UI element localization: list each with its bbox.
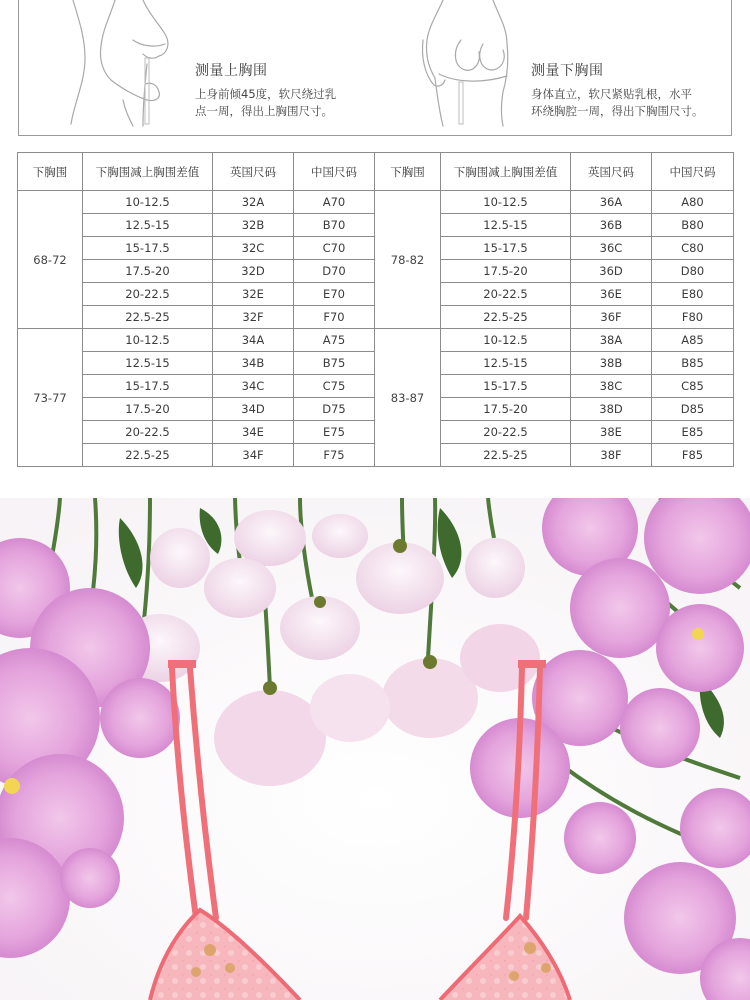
upper-bust-desc-line1: 上身前倾45度，软尺绕过乳 (195, 87, 337, 101)
under-bust-band-right: 83-87 (375, 329, 441, 467)
cn-size-cell-right: A80 (652, 191, 734, 214)
difference-cell-left: 22.5-25 (83, 306, 213, 329)
uk-size-cell-right: 38F (571, 444, 652, 467)
cn-size-cell-left: E70 (294, 283, 375, 306)
header-uk-size-right: 英国尺码 (571, 153, 652, 191)
under-bust-band-left: 73-77 (18, 329, 83, 467)
uk-size-cell-left: 34F (213, 444, 294, 467)
header-uk-size-left: 英国尺码 (213, 153, 294, 191)
uk-size-cell-right: 36C (571, 237, 652, 260)
uk-size-cell-right: 38C (571, 375, 652, 398)
cn-size-cell-left: C75 (294, 375, 375, 398)
upper-bust-figure-illustration (63, 0, 193, 130)
header-cn-size-right: 中国尺码 (652, 153, 734, 191)
uk-size-cell-right: 36B (571, 214, 652, 237)
difference-cell-left: 15-17.5 (83, 375, 213, 398)
difference-cell-left: 17.5-20 (83, 398, 213, 421)
uk-size-cell-right: 36A (571, 191, 652, 214)
header-difference-left: 下胸围减上胸围差值 (83, 153, 213, 191)
uk-size-cell-left: 32B (213, 214, 294, 237)
cn-size-cell-left: D75 (294, 398, 375, 421)
difference-cell-left: 12.5-15 (83, 214, 213, 237)
cn-size-cell-left: A70 (294, 191, 375, 214)
uk-size-cell-right: 38B (571, 352, 652, 375)
difference-cell-left: 22.5-25 (83, 444, 213, 467)
difference-cell-right: 17.5-20 (441, 260, 571, 283)
header-row (18, 153, 734, 191)
header-under-bust-right: 下胸围 (375, 153, 441, 191)
difference-cell-right: 12.5-15 (441, 352, 571, 375)
lower-bust-description (531, 86, 711, 120)
difference-cell-left: 10-12.5 (83, 329, 213, 352)
difference-cell-right: 22.5-25 (441, 306, 571, 329)
lower-bust-desc-line1: 身体直立，软尺紧贴乳根，水平 (531, 87, 692, 101)
product-photo (0, 498, 750, 1000)
difference-cell-right: 10-12.5 (441, 329, 571, 352)
uk-size-cell-left: 32E (213, 283, 294, 306)
upper-bust-title: 测量上胸围 (195, 63, 268, 79)
under-bust-band-right: 78-82 (375, 191, 441, 329)
measurement-guide-panel (18, 0, 732, 136)
cn-size-cell-right: E80 (652, 283, 734, 306)
upper-bust-description (195, 86, 375, 120)
uk-size-cell-right: 36E (571, 283, 652, 306)
difference-cell-right: 15-17.5 (441, 375, 571, 398)
size-row (18, 329, 734, 352)
header-cn-size-left: 中国尺码 (294, 153, 375, 191)
cn-size-cell-left: F75 (294, 444, 375, 467)
cn-size-cell-left: C70 (294, 237, 375, 260)
uk-size-cell-left: 32F (213, 306, 294, 329)
uk-size-cell-left: 34B (213, 352, 294, 375)
difference-cell-left: 20-22.5 (83, 421, 213, 444)
upper-bust-desc-line2: 点一周，得出上胸围尺寸。 (195, 104, 333, 118)
difference-cell-left: 20-22.5 (83, 283, 213, 306)
cn-size-cell-left: D70 (294, 260, 375, 283)
cn-size-cell-left: B75 (294, 352, 375, 375)
difference-cell-right: 12.5-15 (441, 214, 571, 237)
difference-cell-right: 10-12.5 (441, 191, 571, 214)
uk-size-cell-left: 34E (213, 421, 294, 444)
cn-size-cell-right: E85 (652, 421, 734, 444)
difference-cell-right: 20-22.5 (441, 421, 571, 444)
uk-size-cell-right: 36D (571, 260, 652, 283)
size-chart-body (18, 191, 734, 467)
lower-bust-title: 测量下胸围 (531, 63, 604, 79)
uk-size-cell-right: 38E (571, 421, 652, 444)
under-bust-band-left: 68-72 (18, 191, 83, 329)
difference-cell-right: 20-22.5 (441, 283, 571, 306)
uk-size-cell-left: 32A (213, 191, 294, 214)
cn-size-cell-right: F80 (652, 306, 734, 329)
difference-cell-right: 22.5-25 (441, 444, 571, 467)
cn-size-cell-right: C85 (652, 375, 734, 398)
difference-cell-left: 12.5-15 (83, 352, 213, 375)
cn-size-cell-right: B80 (652, 214, 734, 237)
cn-size-cell-right: D80 (652, 260, 734, 283)
difference-cell-right: 17.5-20 (441, 398, 571, 421)
header-difference-right: 下胸围减上胸围差值 (441, 153, 571, 191)
cn-size-cell-right: F85 (652, 444, 734, 467)
size-row (18, 191, 734, 214)
cn-size-cell-left: E75 (294, 421, 375, 444)
uk-size-cell-left: 34C (213, 375, 294, 398)
uk-size-cell-left: 34A (213, 329, 294, 352)
cn-size-cell-left: B70 (294, 214, 375, 237)
cn-size-cell-right: D85 (652, 398, 734, 421)
cn-size-cell-right: B85 (652, 352, 734, 375)
cn-size-cell-right: A85 (652, 329, 734, 352)
header-under-bust-left: 下胸围 (18, 153, 83, 191)
difference-cell-left: 15-17.5 (83, 237, 213, 260)
difference-cell-left: 17.5-20 (83, 260, 213, 283)
cn-size-cell-left: F70 (294, 306, 375, 329)
uk-size-cell-right: 38A (571, 329, 652, 352)
size-chart-table (17, 152, 734, 467)
uk-size-cell-right: 38D (571, 398, 652, 421)
uk-size-cell-left: 34D (213, 398, 294, 421)
uk-size-cell-left: 32D (213, 260, 294, 283)
cn-size-cell-right: C80 (652, 237, 734, 260)
lower-bust-figure-illustration (403, 0, 533, 130)
cn-size-cell-left: A75 (294, 329, 375, 352)
difference-cell-left: 10-12.5 (83, 191, 213, 214)
uk-size-cell-left: 32C (213, 237, 294, 260)
uk-size-cell-right: 36F (571, 306, 652, 329)
lower-bust-desc-line2: 环绕胸腔一周，得出下胸围尺寸。 (531, 104, 704, 118)
size-chart-header (18, 153, 734, 191)
difference-cell-right: 15-17.5 (441, 237, 571, 260)
